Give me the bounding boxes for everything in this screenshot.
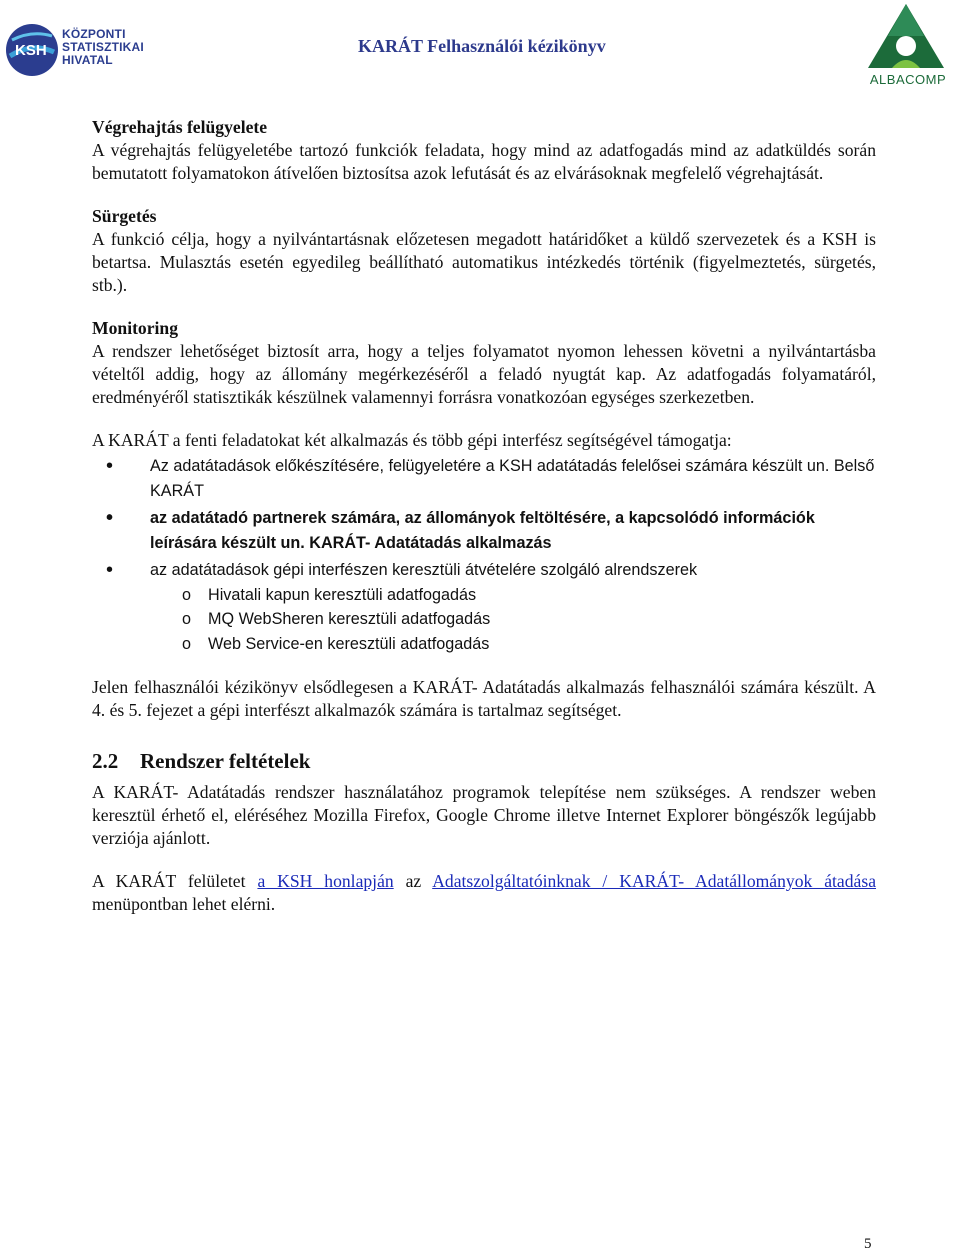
list-item: • Az adatátadások előkészítésére, felügyeletére a KSH adatátadás felelősei számára készült un. Belső KARÁT xyxy=(92,454,876,503)
section-text: A rendszer lehetőséget biztosít arra, hogy a teljes folyamatot nyomon lehessen követni a nyilvántartásba vételtől addig, hogy az állomány megérkezéséről a feladó nyugtát kap. Az adatfogadás folyamatáról, eredményéről statisztikák készülnek valamennyi forrásra vonatkozóan egységes szerkezetben. xyxy=(92,341,876,407)
bullet-list xyxy=(92,454,876,656)
section-title-text: Rendszer feltételek xyxy=(140,749,311,773)
closing-paragraph: Jelen felhasználói kézikönyv elsődlegesen a KARÁT- Adatátadás alkalmazás felhasználói számára készült. A 4. és 5. fejezet a gépi interfészt alkalmazók számára is tartalmaz segítséget. xyxy=(92,677,876,720)
sub-list-item: o MQ WebSheren keresztüli adatfogadás xyxy=(150,607,876,632)
section-text: A funkció célja, hogy a nyilvántartásnak előzetesen megadott határidőket a küldő szervezetek és a KSH is betartsa. Mulasztás esetén egyedileg beállítható automatikus intézkedés történik (figyelmeztetés, sürgetés, stb.). xyxy=(92,229,876,295)
list-item: • az adatátadások gépi interfészen keresztüli átvételére szolgáló alrendszerek o Hivatali kapun keresztüli adatfogadás o MQ WebSheren keresztüli adatfogadás o Web Service-en keresztüli adatfogadás xyxy=(92,558,876,656)
page-header xyxy=(0,0,960,100)
sub-list-item: o Web Service-en keresztüli adatfogadás xyxy=(150,632,876,657)
sub-list xyxy=(150,583,876,657)
access-paragraph: A KARÁT felületet a KSH honlapján az Adatszolgáltatóinknak / KARÁT- Adatállományok átadása menüpontban lehet elérni. xyxy=(92,871,877,914)
section-text: A végrehajtás felügyeletébe tartozó funkciók feladata, hogy mind az adatfogadás mind az adatküldés során bemutatott folyamatokon átívelően biztosítsa azok lefutását és az elvárásoknak megfelelő végrehajtását. xyxy=(92,140,876,183)
ksh-homepage-link[interactable]: a KSH honlapján xyxy=(257,871,394,891)
section-vegrehajtas xyxy=(92,116,876,185)
section-number: 2.2 xyxy=(92,749,119,773)
header-title: KARÁT Felhasználói kézikönyv xyxy=(358,36,606,56)
section-heading: Monitoring xyxy=(92,318,179,338)
karat-menu-link[interactable]: Adatszolgáltatóinknak / KARÁT- Adatállományok átadása xyxy=(432,871,877,891)
page-number: 5 xyxy=(864,1236,872,1252)
ksh-logo-text: KÖZPONTI STATISZTIKAI HIVATAL xyxy=(62,27,144,67)
section-heading: Sürgetés xyxy=(92,206,157,226)
section-heading: Végrehajtás felügyelete xyxy=(92,117,268,137)
intro-paragraph: A KARÁT a fenti feladatokat két alkalmazás és több gépi interfész segítségével támogatja: xyxy=(92,430,732,450)
albacomp-logo-text: ALBACOMP xyxy=(869,72,947,87)
ksh-abbr: KSH xyxy=(15,42,47,59)
requirements-paragraph: A KARÁT- Adatátadás rendszer használatához programok telepítése nem szükséges. A rendszer weben keresztül érhető el, eléréséhez Mozilla Firefox, Google Chrome illetve Internet Explorer böngészők legújabb verziója ajánlott. xyxy=(92,782,876,848)
section-surgetes xyxy=(92,205,876,297)
list-item: • az adatátadó partnerek számára, az állományok feltöltésére, a kapcsolódó információk leírására készült un. KARÁT- Adatátadás alkalmazás xyxy=(92,506,876,555)
section-title xyxy=(92,750,876,773)
section-monitoring xyxy=(92,317,876,409)
document-body xyxy=(92,116,876,916)
sub-list-item: o Hivatali kapun keresztüli adatfogadás xyxy=(150,583,876,608)
